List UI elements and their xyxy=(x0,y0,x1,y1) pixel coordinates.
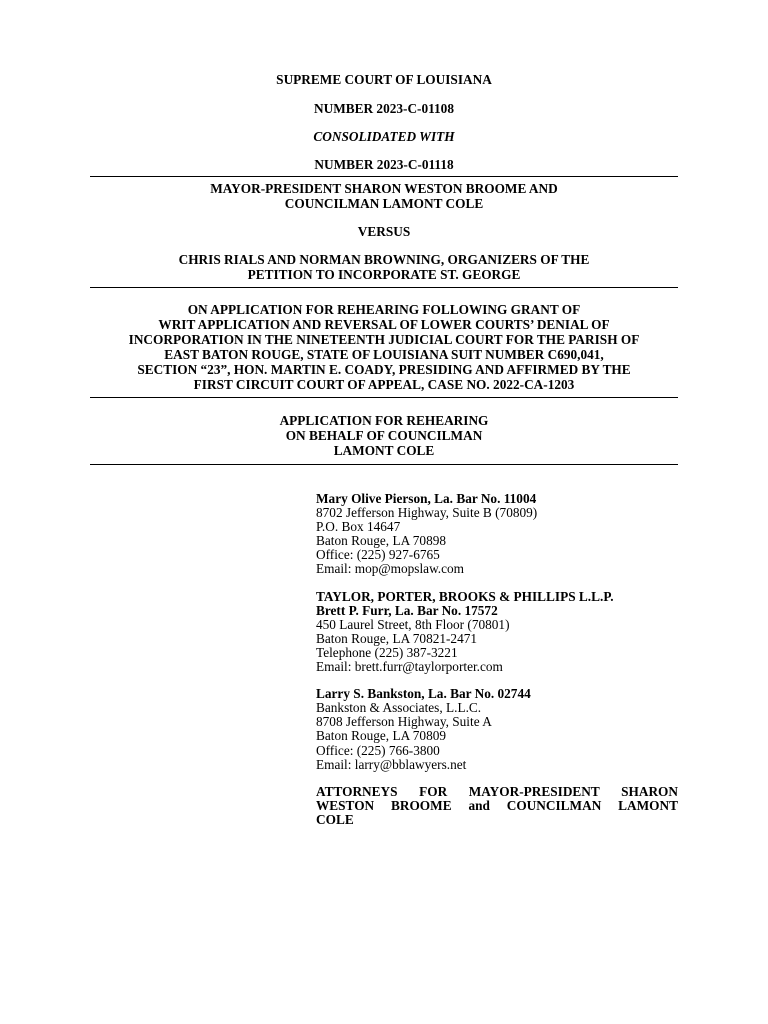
closing-line: ATTORNEYS FOR MAYOR-PRESIDENT SHARON xyxy=(316,783,678,799)
attorney-block xyxy=(316,590,678,675)
closing-line: WESTON BROOME and COUNCILMAN LAMONT xyxy=(316,797,678,813)
plaintiffs-line: MAYOR-PRESIDENT SHARON WESTON BROOME AND xyxy=(210,181,558,196)
address-line: P.O. Box 14647 xyxy=(316,519,401,535)
defendants-line: CHRIS RIALS AND NORMAN BROWNING, ORGANIZERS OF THE xyxy=(178,252,590,267)
phone-line: Office: (225) 766-3800 xyxy=(316,742,440,758)
document-title xyxy=(90,413,678,458)
closing-line: COLE xyxy=(316,811,354,827)
address-line: 8708 Jefferson Highway, Suite A xyxy=(316,714,492,730)
email-line: Email: mop@mopslaw.com xyxy=(316,561,465,577)
attorney-block xyxy=(316,687,678,772)
case-number-secondary: NUMBER 2023-C-01118 xyxy=(314,157,454,172)
title-line: LAMONT COLE xyxy=(333,443,435,458)
defendants-line: PETITION TO INCORPORATE ST. GEORGE xyxy=(247,267,521,282)
consolidated-with: CONSOLIDATED WITH xyxy=(313,129,455,144)
email-line: Email: brett.furr@taylorporter.com xyxy=(316,659,503,675)
application-line: SECTION “23”, HON. MARTIN E. COADY, PRESIDING AND AFFIRMED BY THE xyxy=(137,362,631,377)
attorney-block xyxy=(316,492,678,577)
application-line: INCORPORATION IN THE NINETEENTH JUDICIAL COURT FOR THE PARISH OF xyxy=(128,332,640,347)
email-line: Email: larry@bblawyers.net xyxy=(316,756,467,772)
case-number-primary: NUMBER 2023-C-01108 xyxy=(314,101,454,116)
document-page xyxy=(90,72,678,465)
application-line: ON APPLICATION FOR REHEARING FOLLOWING GRANT OF xyxy=(187,302,581,317)
plaintiffs-line: COUNCILMAN LAMONT COLE xyxy=(284,196,484,211)
divider xyxy=(90,287,678,288)
phone-line: Telephone (225) 387-3221 xyxy=(316,644,458,660)
attorney-signature-blocks xyxy=(316,492,678,827)
versus: VERSUS xyxy=(357,224,411,239)
address-line: Baton Rouge, LA 70821-2471 xyxy=(316,630,478,646)
attorney-name: Mary Olive Pierson, La. Bar No. 11004 xyxy=(316,491,537,506)
application-line: WRIT APPLICATION AND REVERSAL OF LOWER COURTS’ DENIAL OF xyxy=(158,317,610,332)
application-line: FIRST CIRCUIT COURT OF APPEAL, CASE NO. 2022-CA-1203 xyxy=(193,377,575,392)
address-line: Baton Rouge, LA 70809 xyxy=(316,728,447,744)
court-name: SUPREME COURT OF LOUISIANA xyxy=(276,72,492,87)
attorney-name: Larry S. Bankston, La. Bar No. 02744 xyxy=(316,686,531,702)
application-line: EAST BATON ROUGE, STATE OF LOUISIANA SUIT NUMBER C690,041, xyxy=(164,347,604,362)
title-line: APPLICATION FOR REHEARING xyxy=(279,413,489,428)
address-line: Baton Rouge, LA 70898 xyxy=(316,533,447,549)
address-line: 8702 Jefferson Highway, Suite B (70809) xyxy=(316,505,538,521)
plaintiffs xyxy=(90,181,678,211)
attorneys-for-statement xyxy=(316,785,678,827)
application-description xyxy=(90,302,678,392)
divider xyxy=(90,464,678,465)
firm-line: Bankston & Associates, L.L.C. xyxy=(316,700,482,716)
title-line: ON BEHALF OF COUNCILMAN xyxy=(285,428,483,443)
firm-name: TAYLOR, PORTER, BROOKS & PHILLIPS L.L.P. xyxy=(316,588,614,604)
divider xyxy=(90,176,678,177)
address-line: 450 Laurel Street, 8th Floor (70801) xyxy=(316,616,510,632)
defendants xyxy=(90,252,678,282)
divider xyxy=(90,397,678,398)
attorney-name: Brett P. Furr, La. Bar No. 17572 xyxy=(316,602,498,618)
phone-line: Office: (225) 927-6765 xyxy=(316,547,440,563)
